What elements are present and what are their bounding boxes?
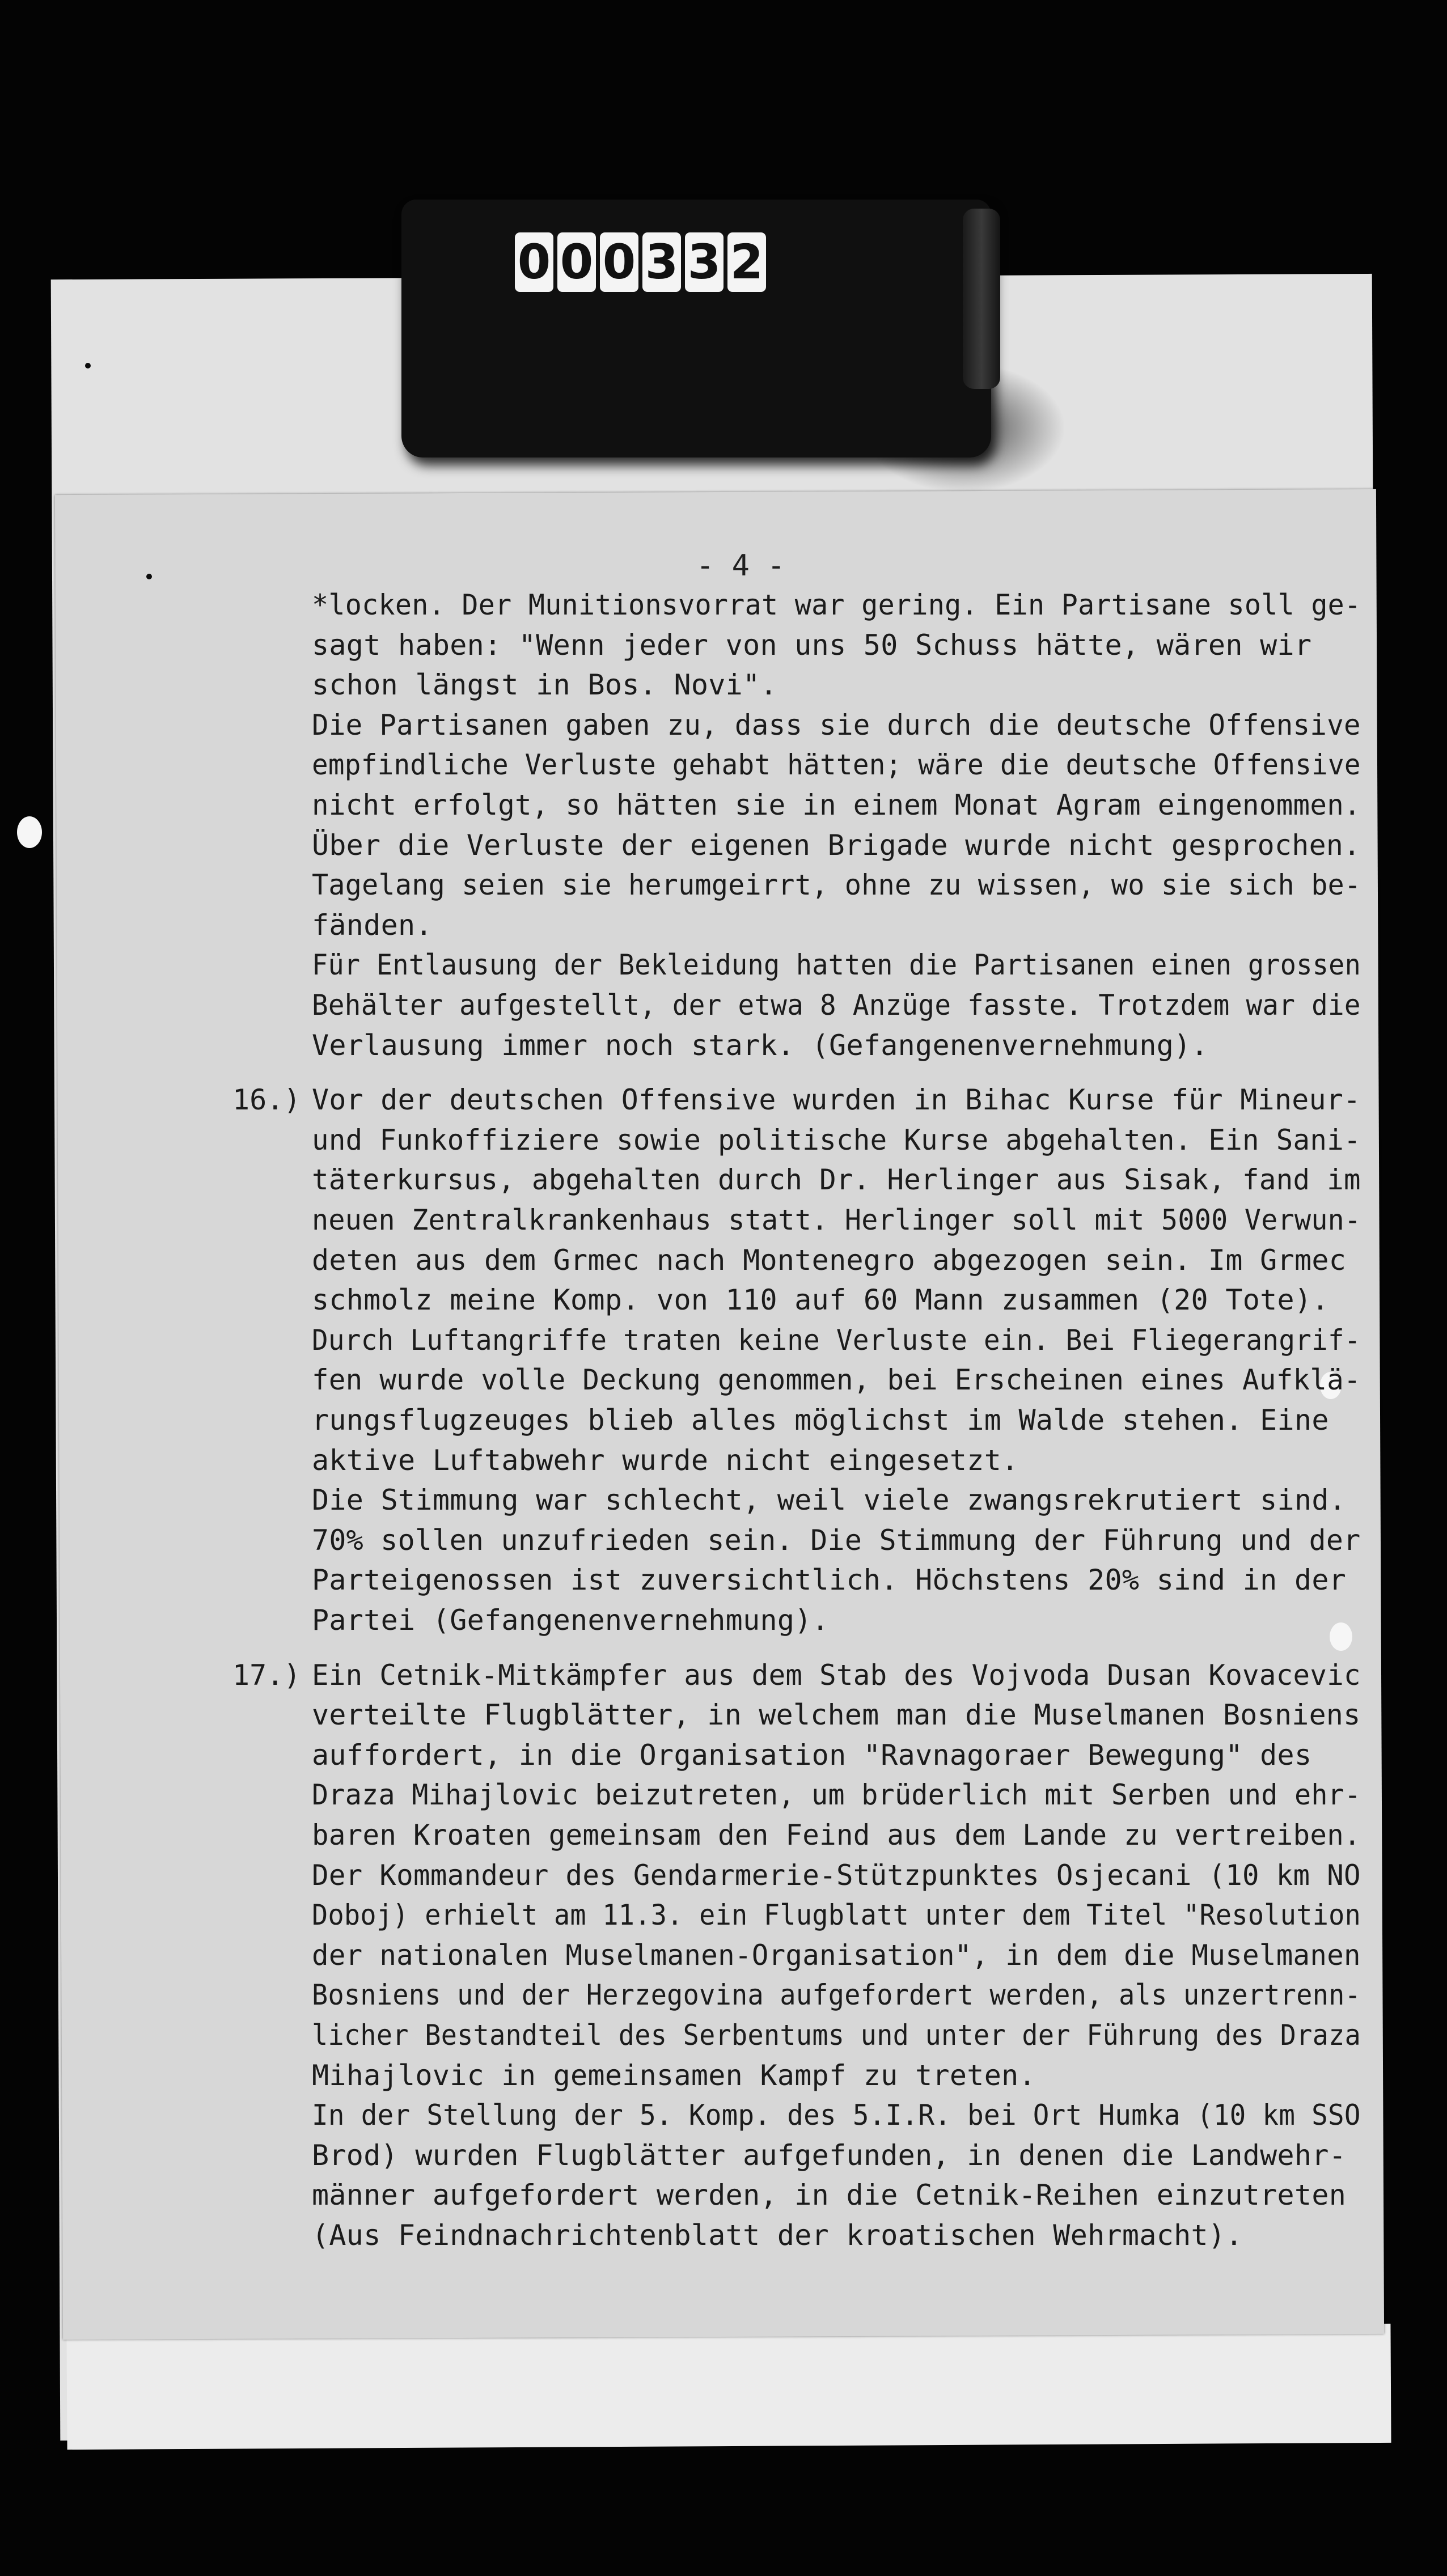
counter-digit: 0 — [600, 232, 638, 292]
text-line: Behälter aufgestellt, der etwa 8 Anzüge fasste. Trotzdem war die — [312, 989, 1361, 1022]
text-line: Parteigenossen ist zuversichtlich. Höchstens 20% sind in der — [312, 1564, 1347, 1597]
text-line: Ein Cetnik-Mitkämpfer aus dem Stab des Vojvoda Dusan Kovacevic — [312, 1658, 1361, 1692]
text-line: licher Bestandteil des Serbentums und unter der Führung des Draza — [312, 2019, 1361, 2052]
text-line: Vor der deutschen Offensive wurden in Bihac Kurse für Mineur- — [312, 1083, 1361, 1117]
text-line: fen wurde volle Deckung genommen, bei Erscheinen eines Aufklä- — [312, 1363, 1361, 1397]
text-line: Bosniens und der Herzegovina aufgefordert werden, als unzertrenn- — [312, 1978, 1361, 2012]
section-number: 16.) — [232, 1083, 301, 1117]
text-line: (Aus Feindnachrichtenblatt der kroatischen Wehrmacht). — [312, 2219, 1243, 2252]
counter-knob-icon — [963, 209, 1000, 389]
text-line: In der Stellung der 5. Komp. des 5.I.R. bei Ort Humka (10 km SSO — [312, 2099, 1361, 2132]
text-line: 70% sollen unzufrieden sein. Die Stimmung der Führung und der — [312, 1523, 1361, 1557]
text-line: täterkursus, abgehalten durch Dr. Herlinger aus Sisak, fand im — [312, 1163, 1361, 1197]
section-number: 17.) — [232, 1658, 301, 1692]
text-line: Doboj) erhielt am 11.3. ein Flugblatt unter dem Titel "Resolution — [312, 1899, 1361, 1932]
text-line: Partei (Gefangenenvernehmung). — [312, 1604, 830, 1637]
dust-speck — [85, 363, 91, 368]
paper-bottom-edge — [66, 2324, 1391, 2450]
text-line: aktive Luftabwehr wurde nicht eingesetzt. — [312, 1443, 1019, 1477]
text-line: Brod) wurden Flugblätter aufgefunden, in denen die Landwehr- — [312, 2138, 1347, 2172]
text-line: männer aufgefordert werden, in die Cetnik-Reihen einzutreten — [312, 2179, 1347, 2212]
text-line: und Funkoffiziere sowie politische Kurse abgehalten. Ein Sani- — [312, 1123, 1361, 1156]
text-line: Die Partisanen gaben zu, dass sie durch die deutsche Offensive — [312, 708, 1361, 742]
text-line: sagt haben: "Wenn jeder von uns 50 Schuss hätte, wären wir — [312, 628, 1312, 662]
counter-digit: 0 — [515, 232, 553, 292]
dust-speck — [146, 574, 152, 579]
text-line: verteilte Flugblätter, in welchem man die Muselmanen Bosniens — [312, 1698, 1361, 1732]
text-line: Durch Luftangriffe traten keine Verluste ein. Bei Fliegerangrif- — [312, 1323, 1361, 1357]
text-line: Tagelang seien sie herumgeirrt, ohne zu wissen, wo sie sich be- — [312, 868, 1361, 902]
text-line: schon längst in Bos. Novi". — [312, 668, 777, 702]
counter-digit: 3 — [685, 232, 724, 292]
text-line: schmolz meine Komp. von 110 auf 60 Mann zusammen (20 Tote). — [312, 1283, 1329, 1317]
text-line: Verlausung immer noch stark. (Gefangenenvernehmung). — [312, 1028, 1208, 1062]
page-number: - 4 - — [696, 549, 785, 583]
text-line: auffordert, in die Organisation "Ravnagoraer Bewegung" des — [312, 1738, 1312, 1772]
counter-digit: 3 — [642, 232, 681, 292]
text-line: neuen Zentralkrankenhaus statt. Herlinger soll mit 5000 Verwun- — [312, 1204, 1361, 1236]
counter-digit: 2 — [727, 232, 766, 292]
text-line: Draza Mihajlovic beizutreten, um brüderlich mit Serben und ehr- — [312, 1778, 1361, 1812]
text-line: baren Kroaten gemeinsam den Feind aus dem Lande zu vertreiben. — [312, 1819, 1361, 1852]
punch-hole — [17, 816, 42, 848]
text-line: Für Entlausung der Bekleidung hatten die Partisanen einen grossen — [312, 948, 1361, 982]
text-line: fänden. — [312, 908, 433, 942]
text-line: deten aus dem Grmec nach Montenegro abgezogen sein. Im Grmec — [312, 1243, 1347, 1277]
text-line: nicht erfolgt, so hätten sie in einem Monat Agram eingenommen. — [312, 789, 1361, 821]
counter-digit: 0 — [557, 232, 596, 292]
text-line: Der Kommandeur des Gendarmerie-Stützpunktes Osjecani (10 km NO — [312, 1858, 1361, 1892]
text-line: der nationalen Muselmanen-Organisation", in dem die Muselmanen — [312, 1938, 1361, 1972]
punch-hole — [1330, 1622, 1352, 1651]
text-line: Mihajlovic in gemeinsamen Kampf zu treten. — [312, 2058, 1036, 2092]
text-line: Die Stimmung war schlecht, weil viele zwangsrekrutiert sind. — [312, 1484, 1347, 1517]
text-line: empfindliche Verluste gehabt hätten; wäre die deutsche Offensive — [312, 748, 1361, 782]
text-line: Über die Verluste der eigenen Brigade wurde nicht gesprochen. — [312, 828, 1361, 862]
text-line: *locken. Der Munitionsvorrat war gering. Ein Partisane soll ge- — [312, 588, 1361, 621]
text-line: rungsflugzeuges blieb alles möglichst im Walde stehen. Eine — [312, 1404, 1329, 1437]
frame-counter-digits — [515, 232, 766, 292]
